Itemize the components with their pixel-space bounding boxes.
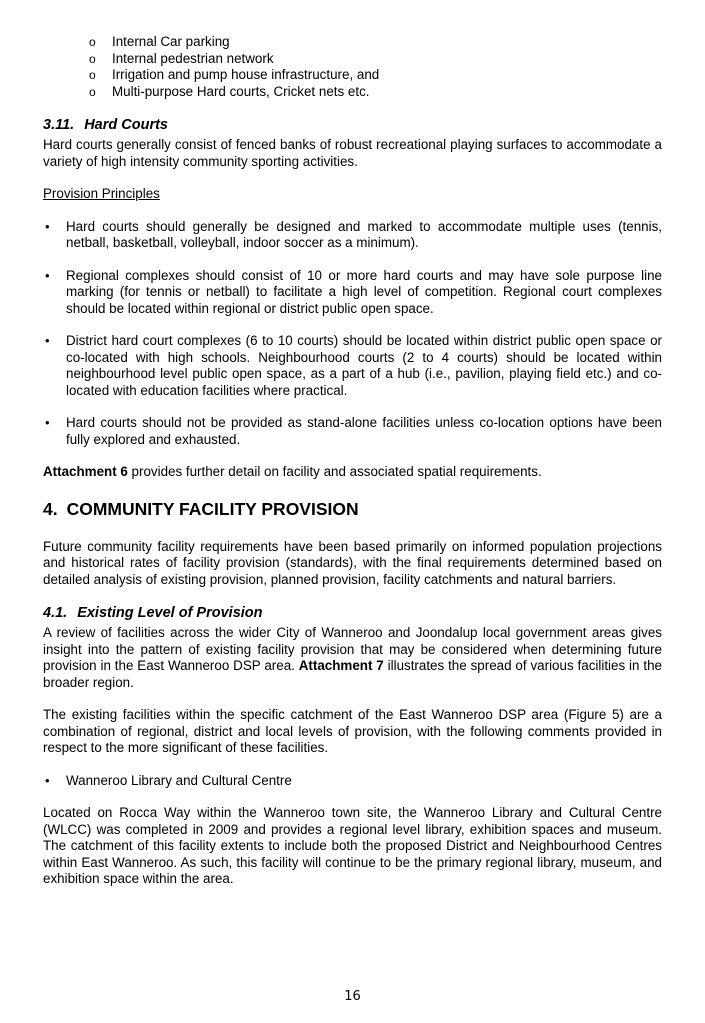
section-heading-4 [43,499,662,519]
bullet-icon: • [45,267,50,283]
list-item: o Irrigation and pump house infrastructure, and [89,67,380,82]
wlcc-description: Located on Rocca Way within the Wanneroo town site, the Wanneroo Library and Cultural Centre (WLCC) was completed in 2009 and provides a regional level library, exhibition spaces and museum. The catchment of this facility extents to include both the proposed District and Neighbourhood Centres within East Wanneroo. As such, this facility will continue to be the primary regional library, museum, and exhibition space within the area. [43,805,662,886]
page-number: 16 [344,989,361,1004]
bullet-icon: • [45,772,50,788]
section-heading-3-11 [43,116,662,134]
existing-provision-para-2: The existing facilities within the specific catchment of the East Wanneroo DSP area (Figure 5) are a combination of regional, district and local levels of provision, with the following comments provided in respect to the more significant of these facilities. [43,707,662,755]
provision-principles-heading: Provision Principles [43,186,160,201]
circle-bullet-icon: o [89,68,96,82]
section-number: 3.11. [43,117,75,133]
section-heading-4-1 [43,604,662,622]
hard-courts-intro: Hard courts generally consist of fenced banks of robust recreational playing surfaces to accommodate a variety of high intensity community sporting activities. [43,137,662,169]
bullet-icon: • [45,415,50,430]
list-item: • Regional complexes should consist of 10 or more hard courts and may have sole purpose line marking (for tennis or netball) to facilitate a high level of competition. Regional court complexes should be located within regional or district public open space. [45,267,662,316]
section-number: 4. [43,498,58,519]
sub-list [43,34,662,100]
community-facility-intro: Future community facility requirements have been based primarily on informed population projections and historical rates of facility provision (standards), with the final requirements determined based on detailed analysis of existing provision, planned provision, facility catchments and natural barriers. [43,538,662,587]
principles-list [43,219,662,449]
existing-provision-para-1: A review of facilities across the wider City of Wanneroo and Joondalup local government areas gives insight into the pattern of existing facility provision that may be considered when determining future provision in the East Wanneroo DSP area. Attachment 7 illustrates the spread of various facilities in the broader region. [43,625,662,690]
list-item: o Multi-purpose Hard courts, Cricket nets etc. [89,83,370,99]
list-item: o Internal pedestrian network [89,50,274,66]
list-item: • District hard court complexes (6 to 10 courts) should be located within district public open space or co-located with high schools. Neighbourhood courts (2 to 4 courts) should be located within neighbourhood level public open space, as a part of a hub (i.e., pavilion, playing field etc.) and co-located with education facilities where practical. [45,333,662,398]
facilities-list [43,773,662,790]
section-title: Hard Courts [84,117,168,133]
circle-bullet-icon: o [89,35,96,49]
attachment-6-note: Attachment 6 provides further detail on facility and associated spatial requirements. [43,464,542,479]
list-item: • Wanneroo Library and Cultural Centre [45,772,292,788]
bullet-icon: • [45,218,50,234]
circle-bullet-icon: o [89,51,96,66]
list-item: o Internal Car parking [89,34,230,49]
list-item: • Hard courts should generally be designed and marked to accommodate multiple uses (tennis, netball, basketball, volleyball, indoor soccer as a minimum). [45,218,662,250]
circle-bullet-icon: o [89,84,96,99]
list-item: • Hard courts should not be provided as stand-alone facilities unless co-location options have been fully explored and exhausted. [45,415,662,447]
bullet-icon: • [45,333,50,348]
document-page [43,34,662,888]
section-number: 4.1. [43,605,68,621]
section-title: COMMUNITY FACILITY PROVISION [66,498,359,519]
section-title: Existing Level of Provision [77,605,263,621]
